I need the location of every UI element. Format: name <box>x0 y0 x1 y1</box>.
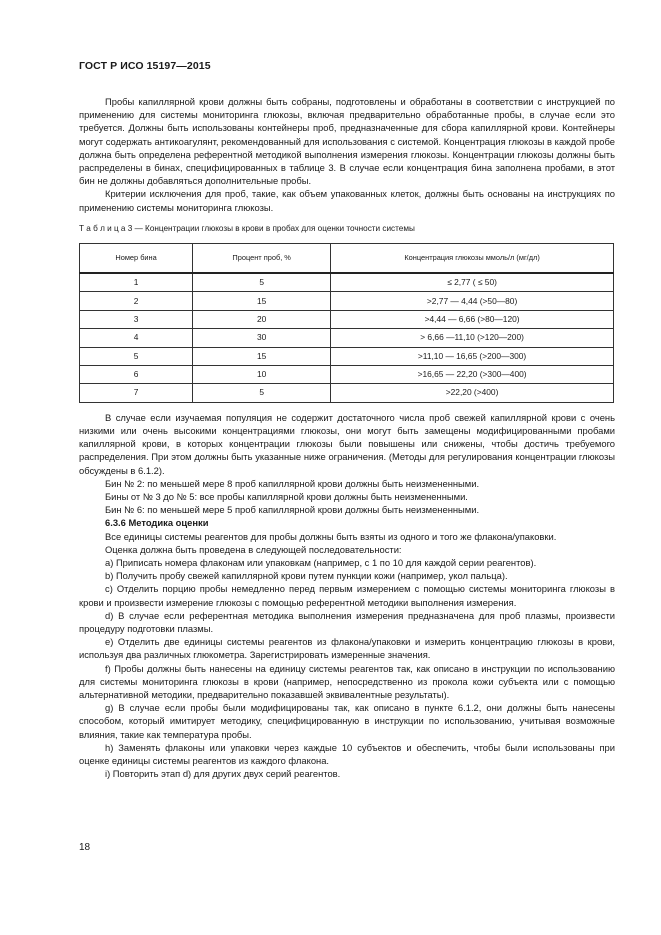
cell-percent: 15 <box>193 292 331 310</box>
table-row <box>80 310 614 328</box>
table-row <box>80 365 614 383</box>
column-header-percent: Процент проб, % <box>193 244 331 274</box>
cell-bin: 3 <box>80 310 193 328</box>
table-caption: Т а б л и ц а 3 — Концентрации глюкозы в крови в пробах для оценки точности системы <box>79 223 415 233</box>
step-b: b) Получить пробу свежей капиллярной крови путем пункции кожи (например, укол пальца). <box>105 570 508 582</box>
step-g: g) В случае если пробы были модифицированы так, как описано в пункте 6.1.2, они должны быть нанесены способом, который имитирует методику, специфицированную в инструкции по использованию, учитывая возможные влияния, такие как температура пробы. <box>79 702 615 740</box>
cell-concentration: >22,20 (>400) <box>331 384 614 402</box>
cell-percent: 10 <box>193 365 331 383</box>
cell-bin: 4 <box>80 329 193 347</box>
cell-percent: 20 <box>193 310 331 328</box>
cell-concentration: > 6,66 —11,10 (>120—200) <box>331 329 614 347</box>
paragraph-reagent-units: Все единицы системы реагентов для пробы должны быть взяты из одного и того же флакона/упаковки. <box>105 530 557 542</box>
cell-concentration: ≤ 2,77 ( ≤ 50) <box>331 273 614 292</box>
step-c: c) Отделить порцию пробы немедленно перед первым измерением с помощью системы мониторинга глюкозы в крови и произвести измерение глюкозы с помощью референтной методики выполнения измерения. <box>79 583 615 608</box>
cell-concentration: >2,77 — 4,44 (>50—80) <box>331 292 614 310</box>
step-i: i) Повторить этап d) для других двух серий реагентов. <box>105 768 341 780</box>
cell-percent: 30 <box>193 329 331 347</box>
cell-bin: 5 <box>80 347 193 365</box>
table-row <box>80 384 614 402</box>
cell-percent: 5 <box>193 384 331 402</box>
glucose-bins-table <box>79 243 614 403</box>
section-heading: 6.3.6 Методика оценки <box>105 517 209 529</box>
column-header-bin-number: Номер бина <box>80 244 193 274</box>
bin-2-rule: Бин № 2: по меньшей мере 8 проб капиллярной крови должны быть неизмененными. <box>105 477 480 489</box>
document-body <box>79 95 615 780</box>
step-d: d) В случае если референтная методика выполнения измерения предназначена для проб плазмы, произвести процедуру подготовки плазмы. <box>79 609 615 635</box>
bin-6-rule: Бин № 6: по меньшей мере 5 проб капиллярной крови должны быть неизмененными. <box>105 504 480 516</box>
paragraph-exclusion-criteria: Критерии исключения для проб, такие, как объем упакованных клеток, должны быть основаны на инструкциях по применению системы мониторинга глюкозы. <box>79 188 615 213</box>
bins-3-5-rule: Бины от № 3 до № 5: все пробы капиллярной крови должны быть неизмененными. <box>105 490 468 502</box>
table-row <box>80 292 614 310</box>
cell-concentration: >16,65 — 22,20 (>300—400) <box>331 365 614 383</box>
cell-bin: 2 <box>80 292 193 310</box>
cell-bin: 1 <box>80 273 193 292</box>
step-a: а) Приписать номера флаконам или упаковкам (например, с 1 по 10 для каждой серии реагентов). <box>105 557 537 568</box>
table-row <box>80 329 614 347</box>
paragraph-modified-samples: В случае если изучаемая популяция не содержит достаточного числа проб свежей капиллярной крови с очень низкими или очень высокими концентрациями глюкозы, они могут быть замещены модифицированными пробами капиллярной крови, в которых концентрации глюкозы были повышены или снижены, чтобы достичь требуемого распределения. При этом должны быть указанные ниже ограничения. (Методы для регулирования концентрации глюкозы обсуждены в 6.1.2). <box>79 411 615 476</box>
paragraph-sample-collection: Пробы капиллярной крови должны быть собраны, подготовлены и обработаны в соответствии с инструкцией по применению для системы мониторинга глюкозы, включая предварительно обработанные пробы, в случае если это требуется. Должны быть использованы контейнеры проб, предназначенные для сбора капиллярной крови. Контейнеры могут содержать антикоагулянт, рекомендованный для использования с системой. Концентрация глюкозы в каждой пробе должна быть определена референтной методикой выполнения измерения глюкозы. Концентрации глюкозы должны быть распределены в бинах, специфицированных в таблице 3. В случае если концентрация бина заполнена пробами, в этот бин не должны добавляться дополнительные пробы. <box>79 96 615 187</box>
document-header: ГОСТ Р ИСО 15197—2015 <box>79 60 211 72</box>
step-h: h) Заменять флаконы или упаковки через каждые 10 субъектов и обеспечить, чтобы были использованы при оценке единицы системы реагентов из каждого флакона. <box>79 741 615 767</box>
step-e: e) Отделить две единицы системы реагентов из флакона/упаковки и измерить концентрацию глюкозы в крови, используя два различных глюкометра. Зарегистрировать измеренные значения. <box>79 636 615 661</box>
cell-bin: 6 <box>80 365 193 383</box>
page-number: 18 <box>79 842 91 853</box>
cell-percent: 5 <box>193 273 331 292</box>
column-header-concentration: Концентрация глюкозы ммоль/л (мг/дл) <box>331 244 614 274</box>
cell-concentration: >11,10 — 16,65 (>200—300) <box>331 347 614 365</box>
table-row <box>80 347 614 365</box>
cell-bin: 7 <box>80 384 193 402</box>
cell-percent: 15 <box>193 347 331 365</box>
table-row <box>80 273 614 292</box>
paragraph-sequence-intro: Оценка должна быть проведена в следующей последовательности: <box>105 543 402 555</box>
step-f: f) Пробы должны быть нанесены на единицу системы реагентов так, как описано в инструкции по использованию для системы мониторинга глюкозы в крови (например, непосредственно из прокола кожи субъекта или с помощью альтернативной методики, предварительно показавшей эквивалентные результаты). <box>79 662 615 701</box>
cell-concentration: >4,44 — 6,66 (>80—120) <box>331 310 614 328</box>
